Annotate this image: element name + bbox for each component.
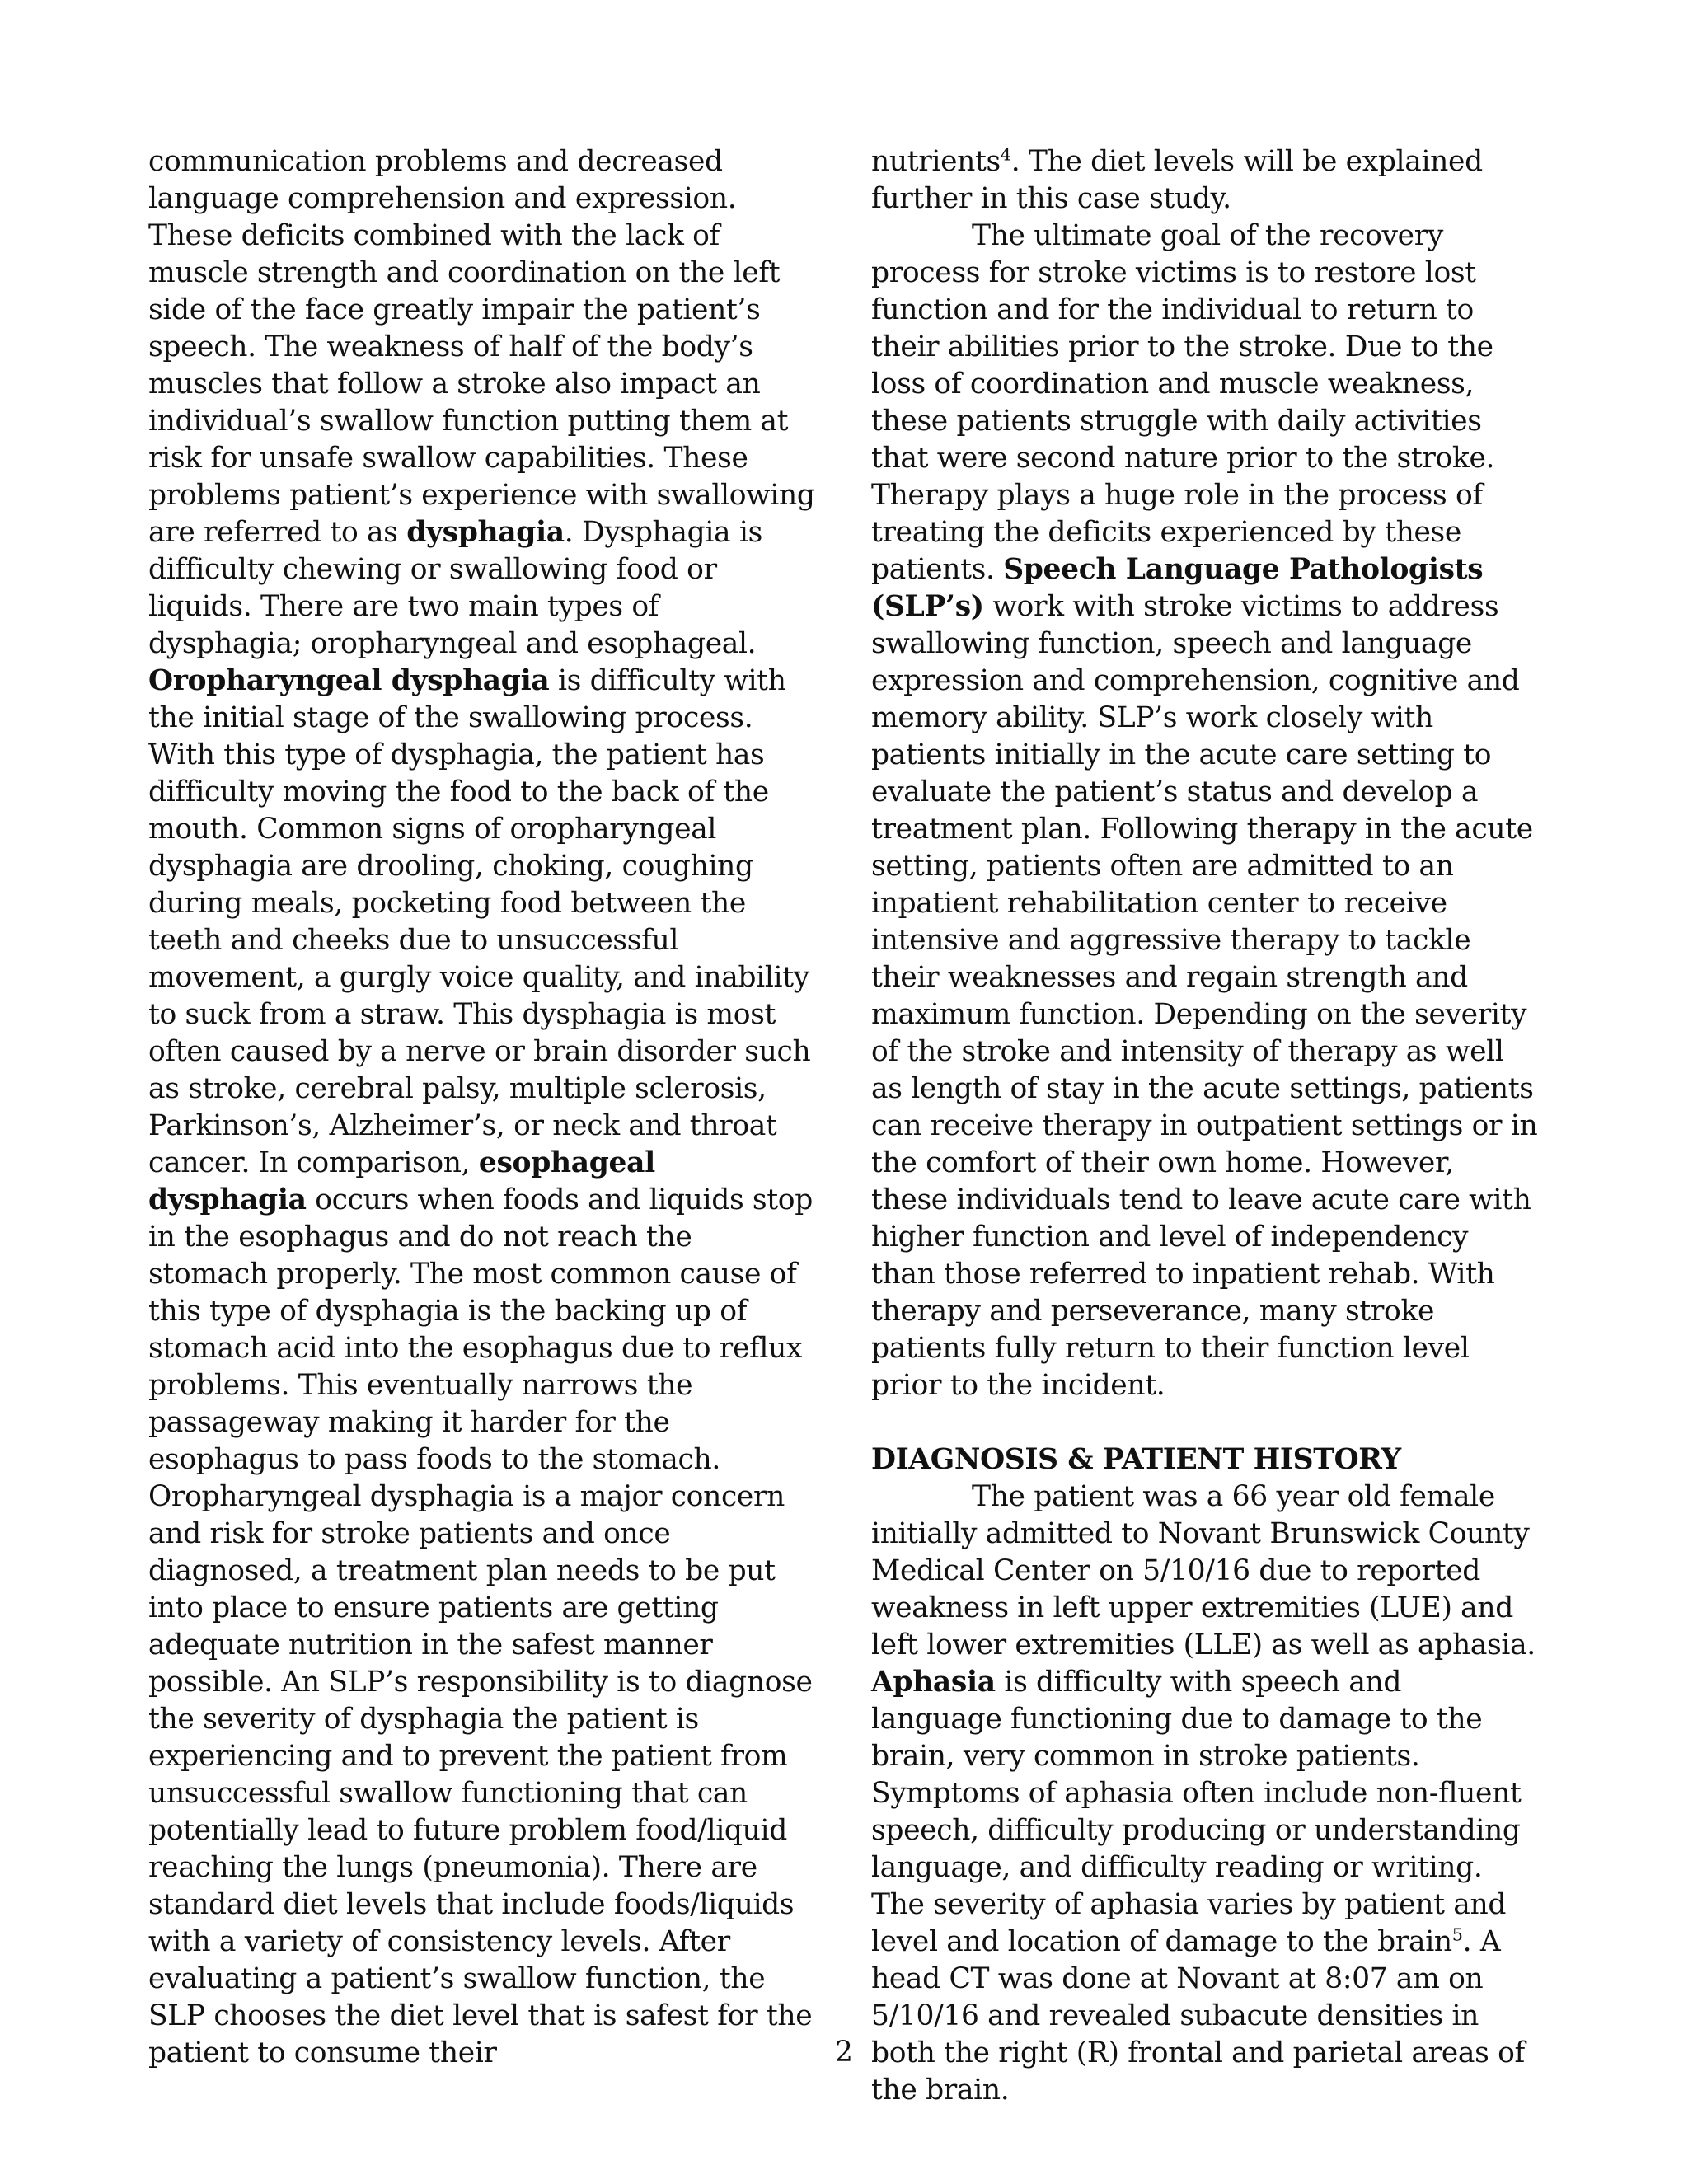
text-run: nutrients [871, 145, 1001, 178]
text-run: occurs when foods and liquids stop in the esophagus and do not reach the stomach properly. The most common cause of this type of dysphagia is the backing up of stomach acid into the esophagus due to reflux problems. This eventually narrows the passageway making it harder for the esophagus to pass foods to the stomach. Oropharyngeal dysphagia is a major concern and risk for stroke patients and once diagnosed, a treatment plan needs to be put into place to ensure patients are getting adequate nutrition in the safest manner possible. An SLP’s responsibility is to diagnose the severity of dysphagia the patient is experiencing and to prevent the patient from unsuccessful swallow functioning that can potentially lead to future problem food/liquid reaching the lungs (pneumonia). There are standard diet levels that include foods/liquids with a variety of consistency levels. After evaluating a patient’s swallow function, the SLP chooses the diet level that is safest for the patient to consume their [148, 1183, 813, 2069]
left-column [148, 143, 816, 2072]
page-number: 2 [835, 2036, 853, 2069]
text-run: communication problems and decreased language comprehension and expression. These deficits combined with the lack of muscle strength and coordination on the left side of the face greatly impair the patient’s speech. The weakness of half of the body’s muscles that follow a stroke also impact an individual’s swallow function putting them at risk for unsafe swallow capabilities. These problems patient’s experience with swallowing are referred to as [148, 145, 815, 549]
text-run: . Dysphagia is difficulty chewing or swallowing food or liquids. There are two main types of dysphagia; oropharyngeal and esophageal. [148, 516, 762, 660]
bold-term-slp: Speech Language Pathologists (SLP’s) [871, 553, 1484, 623]
section-heading: DIAGNOSIS & PATIENT HISTORY [871, 1443, 1401, 1476]
paragraph-patient-history [871, 1479, 1539, 2109]
paragraph-dysphagia-types [148, 143, 816, 2072]
bold-term-aphasia: Aphasia [871, 1666, 996, 1699]
text-run: . A head CT was done at Novant at 8:07 am on 5/10/16 and revealed subacute densities in both the right (R) frontal and parietal areas of the brain. [871, 1925, 1525, 2107]
text-run: The patient was a 66 year old female initially admitted to Novant Brunswick County Medical Center on 5/10/16 due to reported weakness in left upper extremities (LUE) and left lower extremities (LLE) as well as aphasia. [871, 1480, 1536, 1661]
paragraph-recovery-goal [871, 218, 1539, 1404]
right-column [871, 143, 1539, 2109]
bold-term-oropharyngeal-dysphagia: Oropharyngeal dysphagia [148, 664, 550, 697]
paragraph-diet-levels [871, 143, 1539, 218]
text-run: The ultimate goal of the recovery process for stroke victims is to restore lost function and for the individual to return to their abilities prior to the stroke. Due to the loss of coordination and muscle weakness, these patients struggle with daily activities that were second nature prior to the stroke. Therapy plays a huge role in the process of treating the deficits experienced by these patients. [871, 219, 1495, 586]
text-run: . The diet levels will be explained further in this case study. [871, 145, 1483, 215]
text-run: is difficulty with the initial stage of the swallowing process. With this type of dysphagia, the patient has difficulty moving the food to the back of the mouth. Common signs of oropharyngeal dysphagia are drooling, choking, coughing during meals, pocketing food between the teeth and cheeks due to unsuccessful movement, a gurgly voice quality, and inability to suck from a straw. This dysphagia is most often caused by a nerve or brain disorder such as stroke, cerebral palsy, multiple sclerosis, Parkinson’s, Alzheimer’s, or neck and throat cancer. In comparison, [148, 664, 811, 1179]
bold-term-dysphagia: dysphagia [406, 516, 565, 549]
text-run: work with stroke victims to address swallowing function, speech and language expression and comprehension, cognitive and memory ability. SLP’s work closely with patients initially in the acute care setting to evaluate the patient’s status and develop a treatment plan. Following therapy in the acute setting, patients often are admitted to an inpatient rehabilitation center to receive intensive and aggressive therapy to tackle their weaknesses and regain strength and maximum function. Depending on the severity of the stroke and intensity of therapy as well as length of stay in the acute settings, patients can receive therapy in outpatient settings or in the comfort of their own home. However, these individuals tend to leave acute care with higher function and level of independency than those referred to inpatient rehab. With therapy and perseverance, many stroke patients fully return to their function level prior to the incident. [871, 590, 1538, 1402]
footnote-ref-4: 4 [1000, 144, 1011, 165]
text-run: is difficulty with speech and language functioning due to damage to the brain, very common in stroke patients. Symptoms of aphasia often include non-fluent speech, difficulty producing or understanding language, and difficulty reading or writing. The severity of aphasia varies by patient and level and location of damage to the brain [871, 1666, 1522, 1958]
bold-term-esophageal-dysphagia: esophageal dysphagia [148, 1146, 655, 1216]
footnote-ref-5: 5 [1451, 1924, 1463, 1945]
